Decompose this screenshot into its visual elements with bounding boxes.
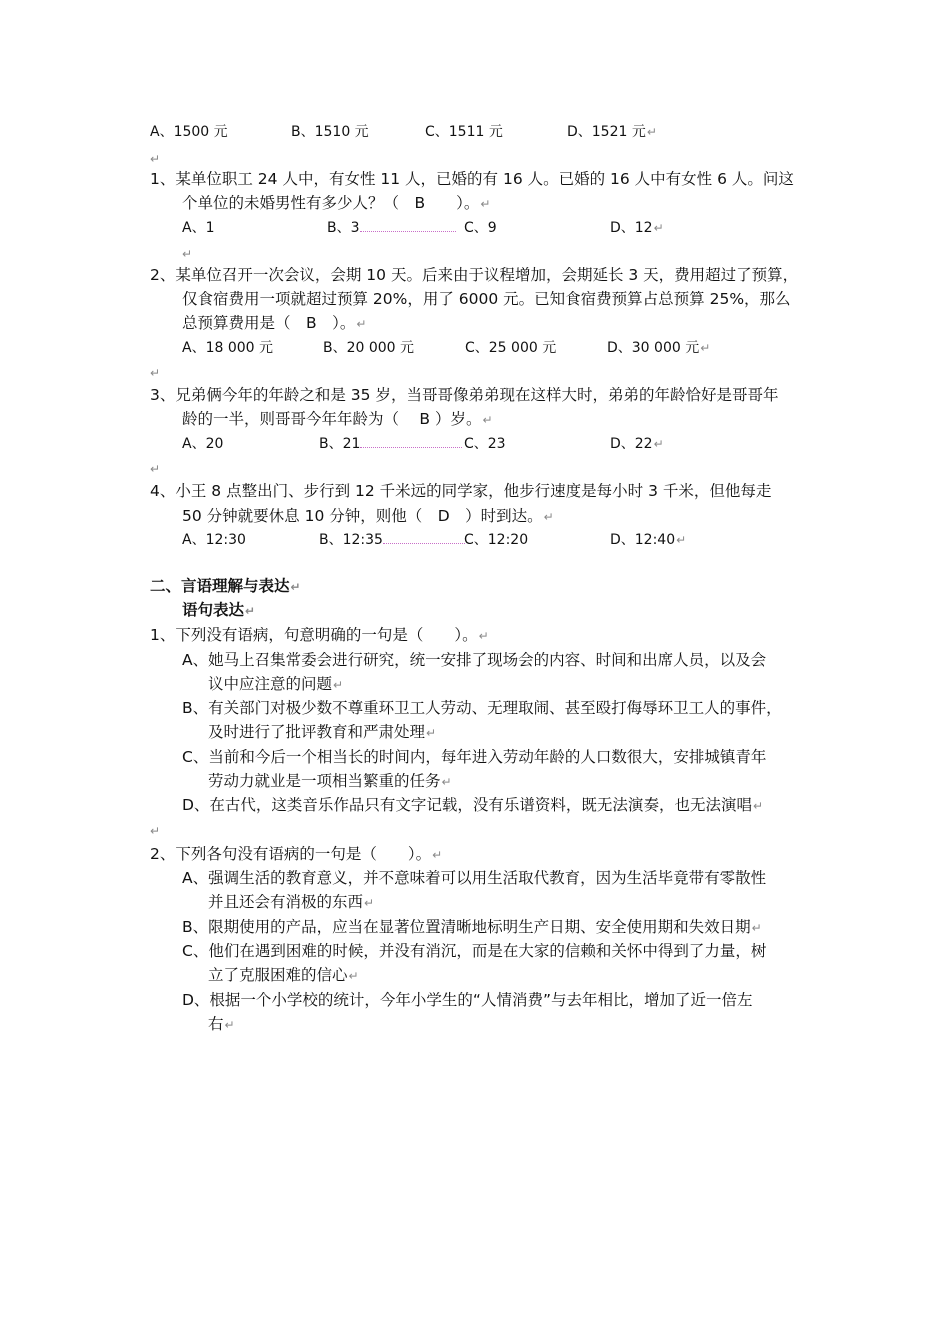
question-2-line-1: 2、某单位召开一次会议，会期 10 天。后来由于议程增加，会期延长 3 天，费用超过了预算， [150,266,799,284]
q0-option-a: A、1500 元 [150,124,228,140]
paragraph-mark: ↵ [150,366,161,380]
q0-option-b: B、1510 元 [291,124,369,140]
q4-option-a: A、12:30 [182,532,246,548]
question-2-line-2: 仅食宿费用一项就超过预算 20%，用了 6000 元。已知食宿费预算占总预算 25%，那么 [182,290,791,308]
q1-option-d: D、12↵ [610,220,664,236]
v2-option-b: B、限期使用的产品，应当在显著位置清晰地标明生产日期、安全使用期和失效日期↵ [182,918,762,936]
question-1-line-1: 1、某单位职工 24 人中，有女性 11 人，已婚的有 16 人。已婚的 16 人中有女性 6 人。问这 [150,170,794,188]
v2-option-c-line-1: C、他们在遇到困难的时候，并没有消沉，而是在大家的信赖和关怀中得到了力量，树 [182,942,767,960]
question-2-line-3: 总预算费用是（ B ）。↵ [182,314,367,332]
v2-option-c-line-2: 立了克服困难的信心↵ [208,966,359,984]
v2-option-d-line-2: 右↵ [208,1015,235,1033]
q4-option-d: D、12:40↵ [610,532,687,548]
question-1-line-2: 个单位的未婚男性有多少人？（ B ）。↵ [182,194,491,212]
question-3-line-2: 龄的一半，则哥哥今年年龄为（ B ）岁。↵ [182,410,493,428]
q1-option-c: C、9 [464,220,497,236]
verbal-question-1-stem: 1、下列没有语病，句意明确的一句是（ ）。↵ [150,626,489,644]
v2-option-a-line-2: 并且还会有消极的东西↵ [208,893,375,911]
q3-option-c: C、23 [464,436,506,452]
q4-option-c: C、12:20 [464,532,529,548]
v1-option-a-line-1: A、她马上召集常委会进行研究，统一安排了现场会的内容、时间和出席人员，以及会 [182,651,767,669]
q1-option-a: A、1 [182,220,215,236]
q2-option-d: D、30 000 元↵ [607,340,711,356]
paragraph-mark: ↵ [150,462,161,476]
q0-option-c: C、1511 元 [425,124,503,140]
q3-option-b: B、21 [319,433,462,455]
paragraph-mark: ↵ [182,247,193,261]
q2-option-a: A、18 000 元 [182,340,274,356]
q2-option-b: B、20 000 元 [323,340,415,356]
v1-option-b-line-1: B、有关部门对极少数不尊重环卫工人劳动、无理取闹、甚至殴打侮辱环卫工人的事件， [182,699,782,717]
v1-option-a-line-2: 议中应注意的问题↵ [208,675,344,693]
v1-option-c-line-1: C、当前和今后一个相当长的时间内，每年进入劳动年龄的人口数很大，安排城镇青年 [182,748,767,766]
q3-option-a: A、20 [182,436,224,452]
v1-option-c-line-2: 劳动力就业是一项相当繁重的任务↵ [208,772,452,790]
question-4-line-2: 50 分钟就要休息 10 分钟，则他（ D ）时到达。↵ [182,507,554,525]
q2-option-c: C、25 000 元 [465,340,557,356]
v1-option-b-line-2: 及时进行了批评教育和严肃处理↵ [208,723,437,741]
v2-option-d-line-1: D、根据一个小学校的统计，今年小学生的“人情消费”与去年相比，增加了近一倍左 [182,991,753,1009]
section-subtitle: 语句表达↵ [182,601,256,619]
v2-option-a-line-1: A、强调生活的教育意义，并不意味着可以用生活取代教育，因为生活毕竟带有零散性 [182,869,767,887]
v1-option-d: D、在古代，这类音乐作品只有文字记载，没有乐谱资料，既无法演奏，也无法演唱↵ [182,796,764,814]
q4-option-b: B、12:35 [319,529,465,551]
verbal-question-2-stem: 2、下列各句没有语病的一句是（ ）。↵ [150,845,443,863]
paragraph-mark: ↵ [150,824,161,838]
q3-option-d: D、22↵ [610,436,664,452]
q1-option-b: B、3 [327,217,456,239]
question-3-line-1: 3、兄弟俩今年的年龄之和是 35 岁，当哥哥像弟弟现在这样大时，弟弟的年龄恰好是哥哥年 [150,386,779,404]
q0-option-d: D、1521 元↵ [567,124,657,140]
question-4-line-1: 4、小王 8 点整出门、步行到 12 千米远的同学家，他步行速度是每小时 3 千米，但他每走 [150,482,772,500]
paragraph-mark: ↵ [150,152,161,166]
section-title: 二、言语理解与表达↵ [150,577,301,595]
